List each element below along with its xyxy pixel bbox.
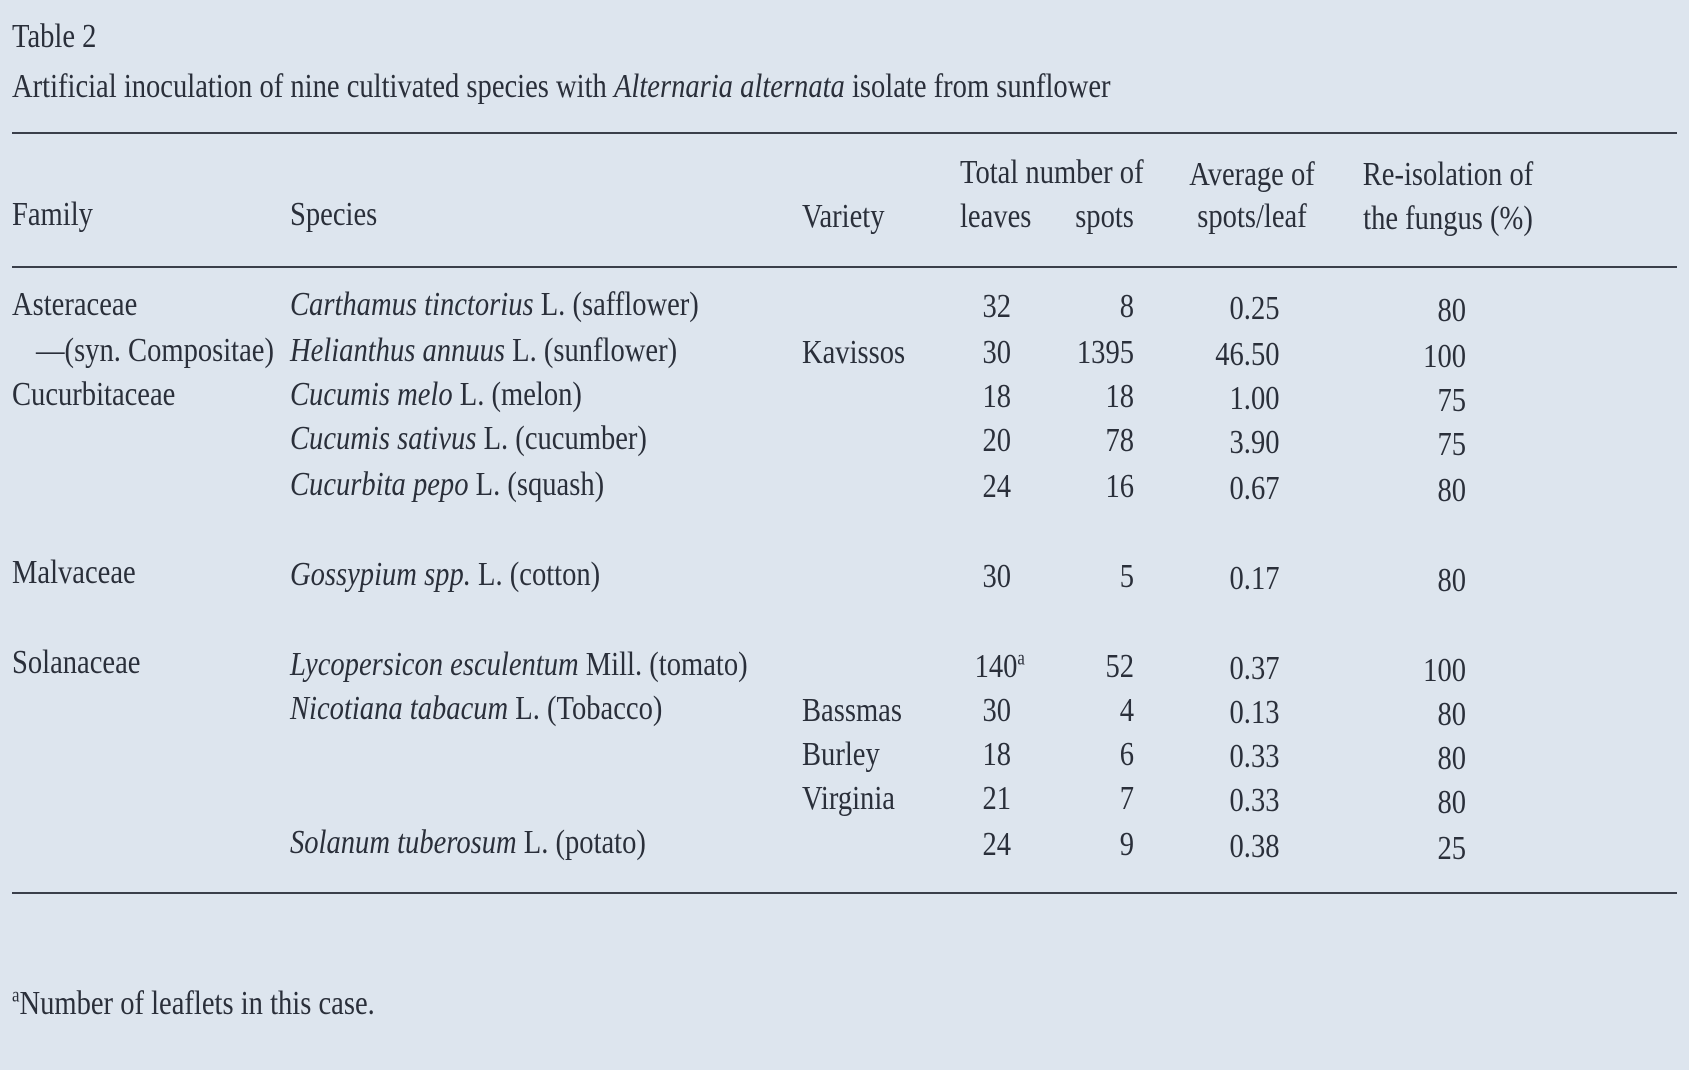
row-leaves: 18 — [982, 736, 1011, 773]
row-reisolation: 80 — [1437, 562, 1466, 599]
row-species — [290, 376, 582, 414]
row-average: 0.67 — [1229, 470, 1279, 507]
table-label: Table 2 — [12, 18, 97, 55]
row-reisolation: 80 — [1437, 740, 1466, 777]
row-average: 3.90 — [1229, 424, 1279, 461]
row-species — [290, 646, 748, 684]
row-variety: Kavissos — [802, 334, 906, 371]
row-leaves: 24 — [982, 826, 1011, 863]
row-average: 0.25 — [1229, 290, 1279, 327]
row-spots: 16 — [1105, 468, 1134, 505]
top-rule — [12, 132, 1677, 134]
row-average: 1.00 — [1229, 380, 1279, 417]
row-family: Solanaceae — [12, 644, 141, 681]
row-reisolation: 75 — [1437, 382, 1466, 419]
row-spots: 5 — [1119, 558, 1134, 595]
species-name: Cucumis melo — [290, 376, 453, 413]
row-spots: 6 — [1119, 736, 1134, 773]
header-average-line1: Average of — [1189, 156, 1315, 193]
row-reisolation: 25 — [1437, 830, 1466, 867]
species-authority: L. (squash) — [468, 466, 605, 503]
species-authority: L. (potato) — [516, 824, 646, 861]
row-species — [290, 286, 699, 324]
row-family: —(syn. Compositae) — [36, 332, 274, 369]
row-species — [290, 466, 604, 504]
header-reisolation-line2: the fungus (%) — [1363, 200, 1533, 237]
row-leaves: 140$^a$ — [974, 647, 1025, 685]
species-authority: L. (melon) — [452, 376, 582, 413]
species-authority: L. (cucumber) — [476, 420, 647, 457]
header-reisolation-line1: Re-isolation of — [1362, 156, 1534, 193]
row-leaves: 32 — [982, 288, 1011, 325]
row-leaves: 24 — [982, 468, 1011, 505]
row-reisolation: 80 — [1437, 292, 1466, 329]
row-spots: 8 — [1119, 288, 1134, 325]
row-family: Cucurbitaceae — [12, 376, 176, 413]
row-spots: 9 — [1119, 826, 1134, 863]
row-spots: 52 — [1105, 648, 1134, 685]
row-reisolation: 80 — [1437, 472, 1466, 509]
row-variety: Bassmas — [802, 692, 902, 729]
row-species — [290, 420, 647, 458]
row-average: 0.33 — [1229, 738, 1279, 775]
header-average-line2: spots/leaf — [1197, 198, 1307, 235]
row-variety: Virginia — [802, 780, 895, 817]
header-variety: Variety — [802, 198, 885, 235]
header-total-number-of: Total number of — [960, 154, 1144, 191]
row-spots: 18 — [1105, 378, 1134, 415]
row-species — [290, 690, 662, 728]
row-average: 0.13 — [1229, 694, 1279, 731]
species-name: Helianthus annuus — [290, 332, 506, 369]
table-footnote — [12, 985, 375, 1023]
row-reisolation: 100 — [1423, 338, 1466, 375]
species-authority: L. (Tobacco) — [508, 690, 663, 727]
row-leaves: 20 — [982, 422, 1011, 459]
header-spots: spots — [1075, 198, 1134, 235]
header-leaves: leaves — [960, 198, 1032, 235]
row-average: 0.38 — [1229, 828, 1279, 865]
species-name: Cucurbita pepo — [290, 466, 469, 503]
table-caption — [12, 68, 1111, 106]
row-species — [290, 332, 677, 370]
caption-text-start: Artificial inoculation of nine cultivated species with — [12, 68, 614, 105]
row-reisolation: 100 — [1423, 652, 1466, 689]
row-average: 0.37 — [1229, 650, 1279, 687]
species-authority: L. (cotton) — [470, 556, 601, 593]
species-authority: Mill. (tomato) — [578, 646, 748, 683]
header-rule — [12, 266, 1677, 268]
bottom-rule — [12, 892, 1677, 894]
footnote-text: Number of leaflets in this case. — [19, 985, 375, 1022]
species-authority: L. (safflower) — [533, 286, 699, 323]
row-reisolation: 75 — [1437, 426, 1466, 463]
species-authority: L. (sunflower) — [505, 332, 678, 369]
row-average: 46.50 — [1214, 336, 1279, 373]
species-name: Lycopersicon esculentum — [290, 646, 579, 683]
row-reisolation: 80 — [1437, 784, 1466, 821]
species-name: Carthamus tinctorius — [290, 286, 534, 323]
header-family: Family — [12, 196, 93, 233]
row-spots: 4 — [1119, 692, 1134, 729]
row-leaves: 30 — [982, 334, 1011, 371]
row-leaves: 18 — [982, 378, 1011, 415]
row-leaves: 21 — [982, 780, 1011, 817]
row-species — [290, 556, 600, 594]
row-family: Asteraceae — [12, 286, 138, 323]
footnote-marker: a — [12, 984, 20, 1007]
row-average: 0.17 — [1229, 560, 1279, 597]
row-spots: 7 — [1119, 780, 1134, 817]
species-name: Cucumis sativus — [290, 420, 477, 457]
row-average: 0.33 — [1229, 782, 1279, 819]
footnote-marker: a — [1017, 647, 1025, 670]
caption-organism-name: Alternaria alternata — [613, 68, 845, 105]
row-family: Malvaceae — [12, 554, 136, 591]
row-spots: 1395 — [1076, 334, 1134, 371]
row-variety: Burley — [802, 736, 880, 773]
species-name: Gossypium spp. — [290, 556, 471, 593]
species-name: Solanum tuberosum — [290, 824, 517, 861]
row-leaves: 30 — [982, 692, 1011, 729]
row-spots: 78 — [1105, 422, 1134, 459]
header-species: Species — [290, 196, 378, 233]
row-species — [290, 824, 646, 862]
species-name: Nicotiana tabacum — [290, 690, 509, 727]
row-reisolation: 80 — [1437, 696, 1466, 733]
caption-text-end: isolate from sunflower — [844, 68, 1111, 105]
row-leaves: 30 — [982, 558, 1011, 595]
